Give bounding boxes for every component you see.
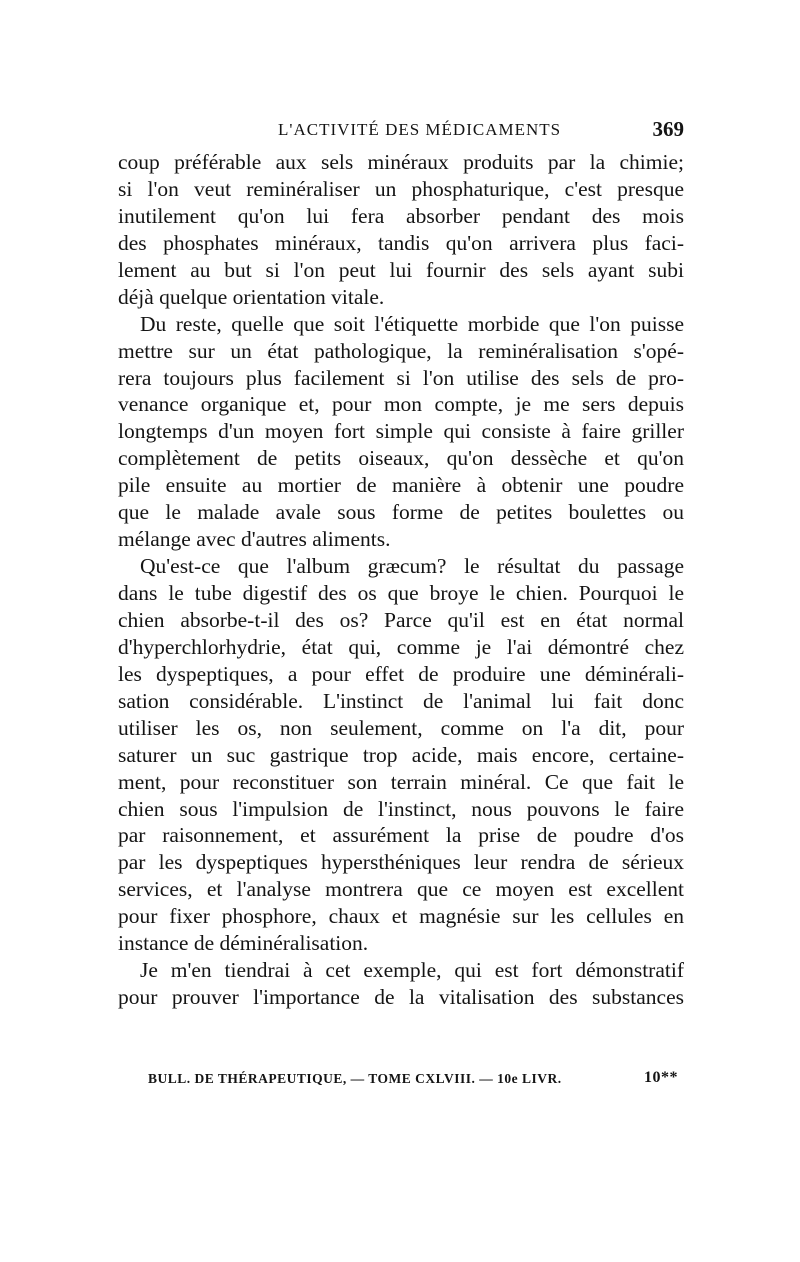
signature-mark: 10** xyxy=(644,1069,678,1086)
text-line: Je m'en tiendrai à cet exemple, qui est fort démonstratif xyxy=(140,958,684,983)
text-line: instance de déminéralisation. xyxy=(118,931,369,956)
text-line: ment, pour reconstituer son terrain minéral. Ce que fait le xyxy=(118,769,684,794)
text-line: services, et l'analyse montrera que ce moyen est excellent xyxy=(118,877,684,902)
text-line: chien absorbe-t-il des os? Parce qu'il est en état normal xyxy=(118,607,684,632)
page-number: 369 xyxy=(652,117,684,141)
page-footer xyxy=(148,1071,678,1093)
text-line: d'hyperchlorhydrie, état qui, comme je l'ai démontré chez xyxy=(118,634,684,659)
text-line: sation considérable. L'instinct de l'animal lui fait donc xyxy=(118,688,684,713)
text-line: par raisonnement, et assurément la prise de poudre d'os xyxy=(118,823,684,848)
text-line: utiliser les os, non seulement, comme on l'a dit, pour xyxy=(118,715,684,740)
text-line: saturer un suc gastrique trop acide, mais encore, certaine- xyxy=(118,742,684,767)
text-line: Qu'est-ce que l'album græcum? le résultat du passage xyxy=(140,554,684,579)
page-header xyxy=(118,117,684,146)
text-line: inutilement qu'on lui fera absorber pendant des mois xyxy=(118,203,684,228)
text-line: coup préférable aux sels minéraux produits par la chimie; xyxy=(118,150,684,174)
journal-signature-line: BULL. DE THÉRAPEUTIQUE, — TOME CXLVIII. — 10e LIVR. xyxy=(148,1071,562,1086)
text-line: longtemps d'un moyen fort simple qui consiste à faire griller xyxy=(118,419,684,444)
text-line: dans le tube digestif des os que broye le chien. Pourquoi le xyxy=(118,581,684,605)
text-line: des phosphates minéraux, tandis qu'on arrivera plus faci- xyxy=(118,230,684,255)
text-line: que le malade avale sous forme de petites boulettes ou xyxy=(118,500,684,525)
text-line: chien sous l'impulsion de l'instinct, nous pouvons le faire xyxy=(118,796,684,821)
text-line: complètement de petits oiseaux, qu'on dessèche et qu'on xyxy=(118,446,684,471)
text-line: Du reste, quelle que soit l'étiquette morbide que l'on puisse xyxy=(140,311,684,336)
text-line: lement au but si l'on peut lui fournir des sels ayant subi xyxy=(118,257,684,282)
text-line: pile ensuite au mortier de manière à obtenir une poudre xyxy=(118,473,684,498)
text-line: rera toujours plus facilement si l'on utilise des sels de pro- xyxy=(118,365,684,390)
text-line: pour prouver l'importance de la vitalisation des substances xyxy=(118,985,684,1010)
text-line: si l'on veut reminéraliser un phosphaturique, c'est presque xyxy=(118,176,684,201)
text-line: déjà quelque orientation vitale. xyxy=(118,284,385,309)
text-line: les dyspeptiques, a pour effet de produire une déminérali- xyxy=(118,661,684,686)
text-line: mélange avec d'autres aliments. xyxy=(118,527,391,552)
text-line: mettre sur un état pathologique, la reminéralisation s'opé- xyxy=(118,338,684,363)
text-line: venance organique et, pour mon compte, je me sers depuis xyxy=(118,392,684,417)
text-line: par les dyspeptiques hypersthéniques leur rendra de sérieux xyxy=(118,850,684,875)
running-title: L'ACTIVITÉ DES MÉDICAMENTS xyxy=(278,120,562,139)
body-text xyxy=(118,149,684,1011)
text-line: pour fixer phosphore, chaux et magnésie sur les cellules en xyxy=(118,904,684,929)
